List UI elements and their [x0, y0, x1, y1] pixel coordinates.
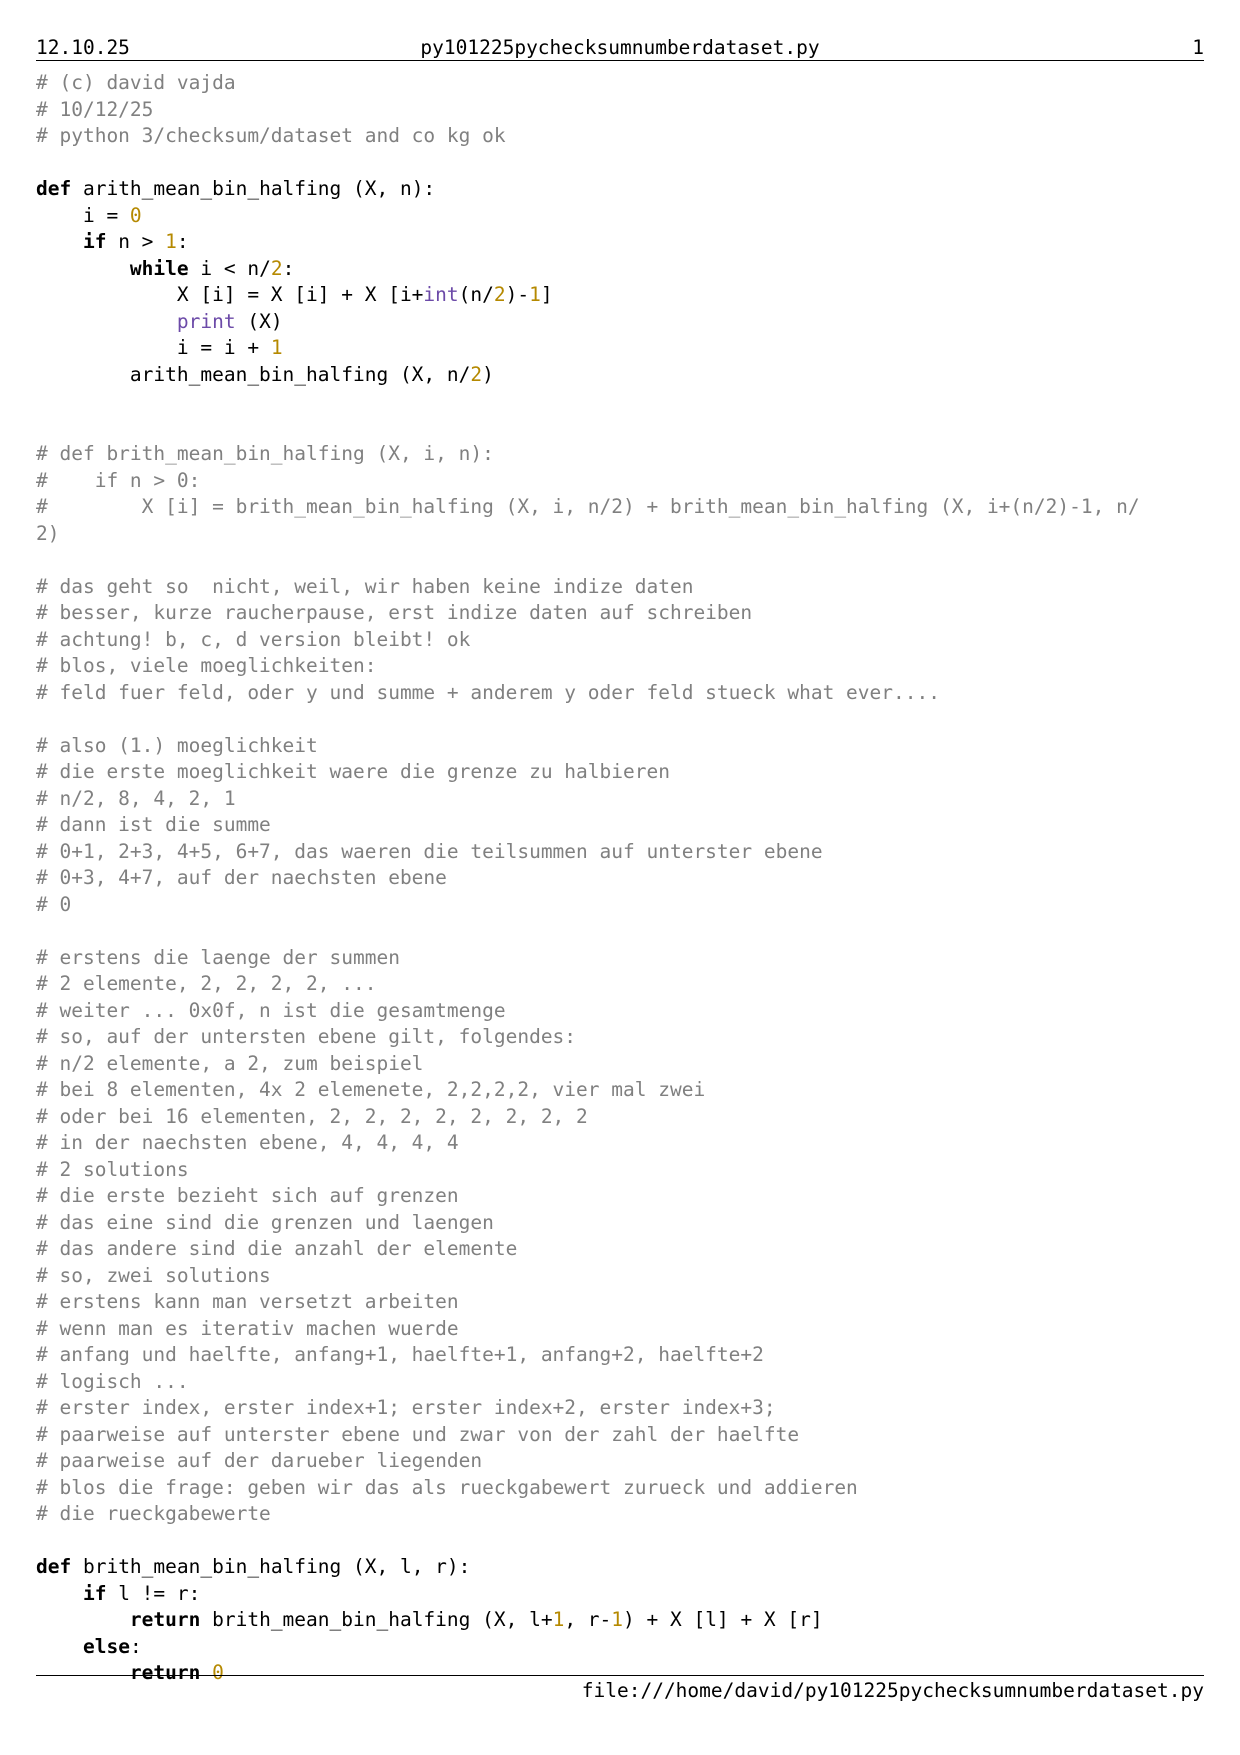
code-token-comment: # so, zwei solutions: [36, 1263, 271, 1287]
code-line: [36, 176, 1220, 203]
code-line: [36, 1183, 1220, 1210]
code-line: [36, 229, 1220, 256]
code-token-code: X [i] = X [i] + X [i+: [36, 283, 424, 306]
code-line: [36, 97, 1220, 124]
code-token-number: 1: [552, 1608, 565, 1631]
code-line: [36, 441, 1220, 468]
code-line: [36, 362, 1220, 389]
code-token-code: (X): [235, 309, 283, 333]
code-line: [36, 1024, 1220, 1051]
code-token-keyword: def: [36, 177, 72, 200]
code-token-code: brith_mean_bin_halfing (X, l, r):: [71, 1555, 471, 1578]
code-line: [36, 1634, 1220, 1661]
code-line: [36, 256, 1220, 283]
code-token-comment: # blos die frage: geben wir das als rueckgabewert zurueck und addieren: [36, 1475, 858, 1499]
code-line: [36, 282, 1220, 309]
code-token-comment: # die erste moeglichkeit waere die grenze zu halbieren: [36, 760, 670, 783]
code-line: [36, 998, 1220, 1025]
code-token-code: :: [176, 230, 189, 253]
code-token-code: [36, 1661, 130, 1684]
code-line: [36, 123, 1220, 150]
code-token-comment: # erstens die laenge der summen: [36, 945, 400, 969]
code-line: [36, 1077, 1220, 1104]
code-token-comment: # 2 elemente, 2, 2, 2, 2, ...: [36, 972, 377, 995]
page-number: 1: [1192, 36, 1204, 59]
code-line: [36, 150, 1220, 177]
code-token-comment: # n/2 elemente, a 2, zum beispiel: [36, 1051, 424, 1075]
code-token-comment: # if n > 0:: [36, 468, 201, 492]
code-token-comment: # paarweise auf der darueber liegenden: [36, 1449, 483, 1472]
code-line: [36, 1157, 1220, 1184]
code-line: [36, 706, 1220, 733]
code-token-comment: # die rueckgabewerte: [36, 1502, 271, 1525]
code-token-comment: # def brith_mean_bin_halfing (X, i, n):: [36, 442, 494, 465]
code-token-comment: # in der naechsten ebene, 4, 4, 4, 4: [36, 1131, 459, 1154]
code-token-comment: # das geht so nicht, weil, wir haben keine indize daten: [36, 574, 694, 598]
code-token-number: 2: [470, 362, 483, 386]
code-token-code: , r-: [564, 1608, 612, 1631]
code-token-comment: # bei 8 elementen, 4x 2 elemenete, 2,2,2,2, vier mal zwei: [36, 1078, 706, 1101]
code-line: [36, 521, 1220, 548]
code-line: [36, 600, 1220, 627]
code-line: [36, 839, 1220, 866]
code-token-comment: # so, auf der untersten ebene gilt, folgendes:: [36, 1025, 577, 1048]
code-token-comment: # logisch ...: [36, 1369, 189, 1393]
code-line: [36, 971, 1220, 998]
code-token-code: arith_mean_bin_halfing (X, n/: [36, 362, 471, 386]
code-line: [36, 918, 1220, 945]
code-token-comment: # 0: [36, 892, 72, 916]
code-token-comment: # n/2, 8, 4, 2, 1: [36, 786, 236, 810]
code-token-comment: # das eine sind die grenzen und laengen: [36, 1210, 494, 1234]
code-token-keyword: while: [129, 256, 189, 280]
code-token-comment: # weiter ... 0x0f, n ist die gesamtmenge: [36, 998, 506, 1022]
code-line: [36, 1501, 1220, 1528]
footer-file-path: file:///home/david/py101225pychecksumnumberdataset.py: [581, 1679, 1204, 1702]
code-token-comment: # (c) david vajda: [36, 71, 236, 94]
code-token-comment: # 10/12/25: [36, 97, 154, 121]
code-token-keyword: if: [82, 230, 107, 253]
code-token-comment: # blos, viele moeglichkeiten:: [36, 654, 377, 677]
print-date: 12.10.25: [36, 36, 130, 59]
code-line: [36, 203, 1220, 230]
code-line: [36, 335, 1220, 362]
code-token-code: [36, 1582, 83, 1605]
code-line: [36, 1316, 1220, 1343]
code-token-comment: # oder bei 16 elementen, 2, 2, 2, 2, 2, 2, 2, 2: [36, 1104, 588, 1128]
code-line: [36, 1369, 1220, 1396]
code-line: [36, 1210, 1220, 1237]
code-token-comment: # also (1.) moeglichkeit: [36, 733, 318, 757]
code-token-code: arith_mean_bin_halfing (X, n):: [71, 177, 436, 200]
footer-divider: [36, 1675, 1204, 1676]
code-token-comment: 2): [36, 521, 60, 545]
code-token-code: ) + X [l] + X [r]: [623, 1608, 823, 1631]
code-token-builtin: print: [176, 309, 236, 333]
code-line: [36, 865, 1220, 892]
code-token-number: 0: [212, 1661, 224, 1684]
code-line: [36, 574, 1220, 601]
code-token-code: [200, 1661, 212, 1684]
code-line: [36, 1130, 1220, 1157]
code-token-comment: # besser, kurze raucherpause, erst indize daten auf schreiben: [36, 601, 753, 624]
code-token-comment: # die erste bezieht sich auf grenzen: [36, 1184, 459, 1207]
code-line: [36, 1263, 1220, 1290]
code-token-keyword: else: [82, 1634, 130, 1658]
code-token-comment: # feld fuer feld, oder y und summe + anderem y oder feld stueck what ever....: [36, 680, 940, 704]
code-line: [36, 1581, 1220, 1608]
code-token-keyword: def: [36, 1555, 72, 1578]
code-line: [36, 1475, 1220, 1502]
code-token-keyword: if: [82, 1581, 107, 1605]
code-line: [36, 494, 1220, 521]
code-token-code: ): [482, 362, 494, 386]
code-token-builtin: int: [423, 283, 459, 306]
code-token-number: 0: [129, 203, 142, 227]
code-line: [36, 1554, 1220, 1581]
source-code: [36, 70, 1220, 1687]
code-token-code: [36, 1608, 130, 1631]
code-line: [36, 627, 1220, 654]
code-token-code: (n/: [458, 283, 494, 306]
code-token-number: 2: [493, 283, 506, 306]
code-line: [36, 388, 1220, 415]
code-line: [36, 415, 1220, 442]
code-token-comment: # dann ist die summe: [36, 813, 271, 836]
code-token-comment: # 0+1, 2+3, 4+5, 6+7, das waeren die teilsummen auf unterster ebene: [36, 839, 823, 863]
code-line: [36, 733, 1220, 760]
code-token-code: i < n/: [188, 256, 271, 280]
code-token-comment: # erstens kann man versetzt arbeiten: [36, 1290, 459, 1313]
code-line: [36, 1342, 1220, 1369]
code-token-code: ]: [540, 283, 553, 306]
file-name: py101225pychecksumnumberdataset.py: [420, 36, 820, 59]
code-token-comment: # 2 solutions: [36, 1157, 189, 1181]
code-token-comment: # achtung! b, c, d version bleibt! ok: [36, 627, 471, 651]
code-token-code: n >: [106, 230, 166, 253]
code-line: [36, 1104, 1220, 1131]
code-token-keyword: return: [129, 1661, 201, 1684]
code-token-comment: # python 3/checksum/dataset and co kg ok: [36, 124, 506, 147]
code-token-comment: # anfang und haelfte, anfang+1, haelfte+1, anfang+2, haelfte+2: [36, 1343, 764, 1366]
code-token-code: l != r:: [106, 1581, 201, 1605]
page-header: [36, 36, 1204, 61]
code-token-code: [36, 1635, 83, 1658]
code-line: [36, 892, 1220, 919]
code-line: [36, 468, 1220, 495]
code-token-code: brith_mean_bin_halfing (X, l+: [200, 1608, 553, 1631]
code-token-code: :: [129, 1634, 142, 1658]
code-token-code: i =: [36, 203, 130, 227]
code-token-number: 1: [270, 336, 283, 359]
code-line: [36, 547, 1220, 574]
code-line: [36, 1395, 1220, 1422]
code-line: [36, 812, 1220, 839]
code-token-code: [36, 257, 130, 280]
code-token-comment: # wenn man es iterativ machen wuerde: [36, 1316, 459, 1340]
code-line: [36, 1528, 1220, 1555]
code-line: [36, 1051, 1220, 1078]
code-token-comment: # erster index, erster index+1; erster index+2, erster index+3;: [36, 1396, 776, 1419]
code-token-code: :: [282, 256, 295, 280]
code-line: [36, 786, 1220, 813]
code-line: [36, 1236, 1220, 1263]
code-token-keyword: return: [129, 1608, 201, 1631]
code-token-comment: # X [i] = brith_mean_bin_halfing (X, i, n/2) + brith_mean_bin_halfing (X, i+(n/2)-1, n/: [36, 495, 1140, 518]
code-token-comment: # paarweise auf unterster ebene und zwar von der zahl der haelfte: [36, 1422, 800, 1446]
code-line: [36, 309, 1220, 336]
code-line: [36, 945, 1220, 972]
code-token-code: )-: [505, 283, 530, 306]
code-line: [36, 1289, 1220, 1316]
code-token-number: 2: [270, 256, 283, 280]
code-token-number: 1: [611, 1608, 624, 1631]
code-line: [36, 1607, 1220, 1634]
code-line: [36, 653, 1220, 680]
code-token-code: [36, 310, 177, 333]
code-token-comment: # das andere sind die anzahl der elemente: [36, 1237, 518, 1260]
code-line: [36, 70, 1220, 97]
code-token-code: [36, 230, 83, 253]
code-line: [36, 1448, 1220, 1475]
code-line: [36, 680, 1220, 707]
code-token-code: i = i +: [36, 336, 271, 359]
code-line: [36, 1422, 1220, 1449]
code-line: [36, 759, 1220, 786]
code-token-comment: # 0+3, 4+7, auf der naechsten ebene: [36, 866, 447, 889]
code-token-number: 1: [529, 283, 541, 306]
code-token-number: 1: [165, 230, 177, 253]
